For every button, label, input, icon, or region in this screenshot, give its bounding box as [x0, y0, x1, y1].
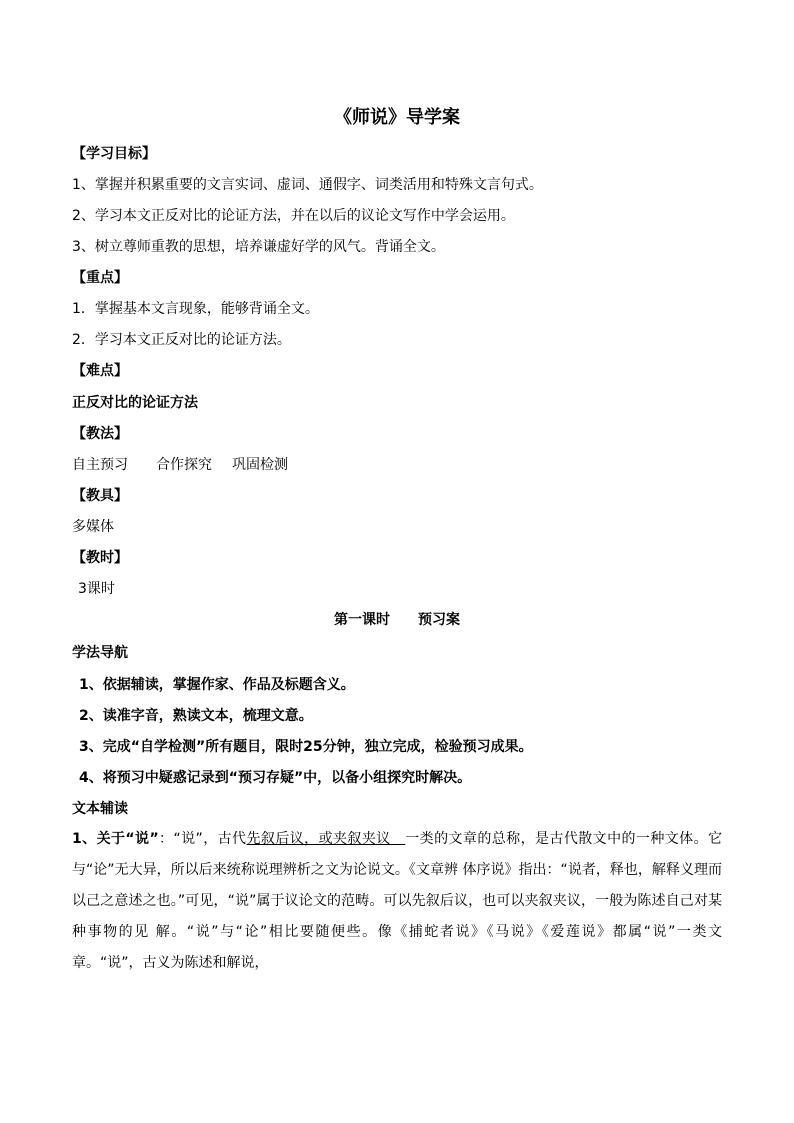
method-list [72, 455, 288, 475]
guide-item-2: 2、读准字音，熟读文本，梳理文意。 [79, 708, 313, 724]
guide-item-1: 1、依据辅读，掌握作家、作品及标题含义。 [79, 677, 355, 693]
lesson-subtitle: 预习案 [418, 612, 460, 628]
paragraph-label: 1、关于“说” [72, 831, 159, 847]
objectives-heading: 【学习目标】 [72, 146, 156, 162]
guide-heading: 学法导航 [72, 645, 128, 661]
lesson-heading [0, 610, 794, 630]
difficulty-heading: 【难点】 [72, 363, 128, 379]
objective-item-2: 2、学习本文正反对比的论证方法，并在以后的议论文写作中学会运用。 [72, 208, 515, 224]
objective-item-1: 1、掌握并积累重要的文言实词、虚词、通假字、词类活用和特殊文言句式。 [72, 177, 543, 193]
reading-paragraph-1 [72, 824, 722, 979]
method-item-2: 合作探究 [156, 457, 212, 473]
document-title: 《师说》导学案 [334, 107, 460, 128]
paragraph-text-a: ：“说”，古代 [158, 831, 247, 847]
tools-heading: 【教具】 [72, 488, 128, 504]
paragraph-text-b: 一类的文章的总称，是古代散文中的一种文体。它与“论”无大异，所以后来统称说理辨析之文为论说文。《文章辨 体序说》指出：“说者，释也，解释义理而以己之意述之也。”可见，“说”属于议论文的范畴。可以先叙后议，也可以夹叙夹议，一般为陈述自己对某种事物的见 解。“说”与“论”相比要随便些。像《捕蛇者说》《马说》《爱莲说》都属“说”一类文章。“说”，古义为陈述和解说， [72, 831, 723, 971]
method-item-3: 巩固检测 [232, 457, 288, 473]
keypoint-item-2: 2．学习本文正反对比的论证方法。 [72, 332, 291, 348]
reading-heading: 文本辅读 [72, 801, 128, 817]
hours-heading: 【教时】 [72, 550, 128, 566]
objective-item-3: 3、树立尊师重教的思想，培养谦虚好学的风气。背诵全文。 [72, 239, 445, 255]
keypoints-heading: 【重点】 [72, 270, 128, 286]
keypoint-item-1: 1．掌握基本文言现象，能够背诵全文。 [72, 301, 319, 317]
difficulty-text: 正反对比的论证方法 [72, 395, 198, 411]
method-item-1: 自主预习 [72, 457, 128, 473]
paragraph-underlined: 先叙后议，或夹叙夹议 [246, 831, 391, 847]
method-heading: 【教法】 [72, 426, 128, 442]
lesson-title: 第一课时 [334, 612, 390, 628]
tools-text: 多媒体 [72, 519, 114, 535]
guide-item-3: 3、完成“自学检测”所有题目，限时25分钟，独立完成，检验预习成果。 [79, 739, 533, 755]
guide-item-4: 4、将预习中疑惑记录到“预习存疑”中，以备小组探究时解决。 [79, 770, 472, 786]
hours-text: 3课时 [78, 581, 115, 597]
